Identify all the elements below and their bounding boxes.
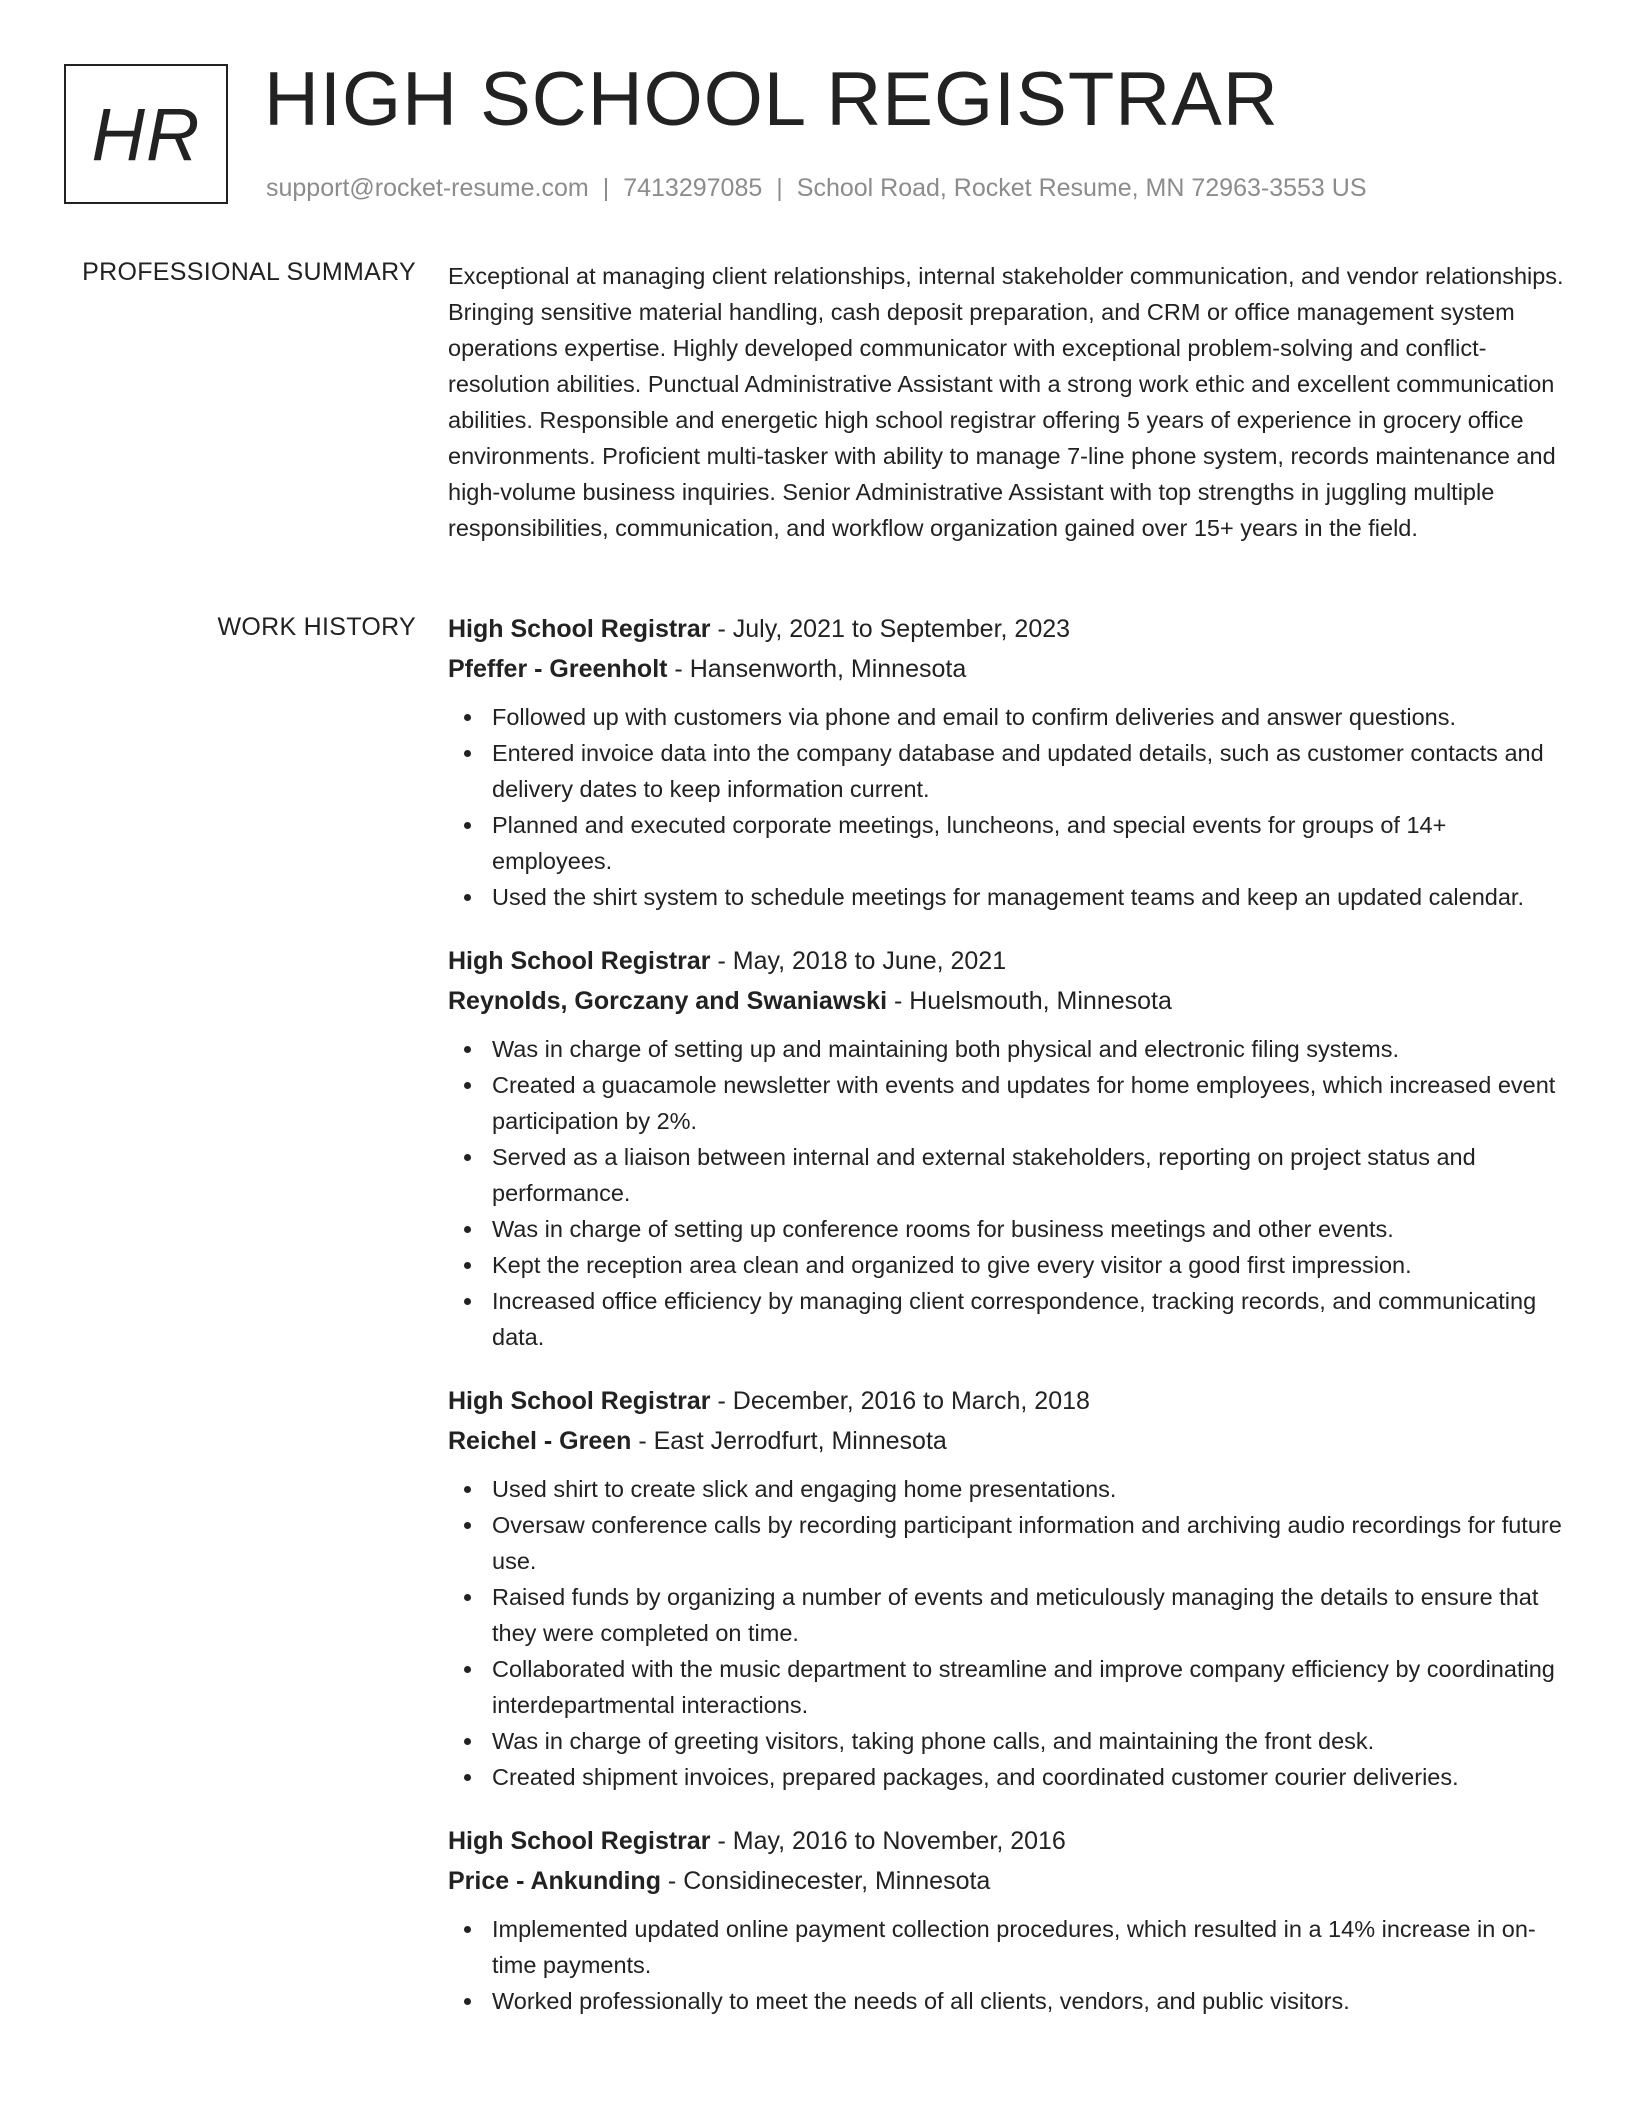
duty-item: Kept the reception area clean and organized to give every visitor a good first impression. <box>492 1247 1568 1283</box>
job-entry <box>448 941 1568 1355</box>
contact-address: School Road, Rocket Resume, MN 72963-3553 US <box>796 174 1367 202</box>
contact-separator: | <box>776 174 783 202</box>
job-title: High School Registrar <box>448 1387 711 1415</box>
duty-item: Created shipment invoices, prepared packages, and coordinated customer courier deliveries. <box>492 1759 1568 1795</box>
job-company-line <box>448 981 1568 1021</box>
duty-item: Increased office efficiency by managing client correspondence, tracking records, and communicating data. <box>492 1283 1568 1355</box>
section-heading-work-history: WORK HISTORY <box>217 613 416 641</box>
job-location: - Considinecester, Minnesota <box>660 1867 991 1895</box>
duty-item: Oversaw conference calls by recording participant information and archiving audio recordings for future use. <box>492 1507 1568 1579</box>
job-company-line <box>448 1861 1568 1901</box>
duty-item: Used the shirt system to schedule meetings for management teams and keep an updated calendar. <box>492 879 1568 915</box>
job-title: High School Registrar <box>448 615 711 643</box>
duty-item: Worked professionally to meet the needs of all clients, vendors, and public visitors. <box>492 1983 1568 2019</box>
duty-item: Created a guacamole newsletter with events and updates for home employees, which increased event participation by 2%. <box>492 1067 1568 1139</box>
job-company-line <box>448 1421 1568 1461</box>
job-company: Reynolds, Gorczany and Swaniawski <box>448 987 888 1015</box>
duty-item: Raised funds by organizing a number of events and meticulously managing the details to ensure that they were completed on time. <box>492 1579 1568 1651</box>
job-list <box>448 609 1568 2045</box>
duty-item: Entered invoice data into the company database and updated details, such as customer contacts and delivery dates to keep information current. <box>492 735 1568 807</box>
job-title-line <box>448 609 1568 649</box>
contact-separator: | <box>602 174 610 202</box>
job-title-line <box>448 1381 1568 1421</box>
job-title-line <box>448 1821 1568 1861</box>
job-location: - Huelsmouth, Minnesota <box>887 987 1172 1015</box>
job-title: High School Registrar <box>448 947 711 975</box>
job-dates: - May, 2016 to November, 2016 <box>710 1827 1066 1855</box>
duty-item: Followed up with customers via phone and email to confirm deliveries and answer questions. <box>492 699 1568 735</box>
resume-header <box>64 57 1564 214</box>
job-entry <box>448 609 1568 915</box>
job-title: High School Registrar <box>448 1827 711 1855</box>
job-company: Reichel - Green <box>448 1427 632 1455</box>
section-heading-summary: PROFESSIONAL SUMMARY <box>82 258 416 286</box>
duty-item: Was in charge of greeting visitors, taking phone calls, and maintaining the front desk. <box>492 1723 1568 1759</box>
duty-list <box>448 1911 1568 2019</box>
duty-list <box>448 1471 1568 1795</box>
job-dates: - December, 2016 to March, 2018 <box>710 1387 1090 1415</box>
job-company: Price - Ankunding <box>448 1867 661 1895</box>
summary-text: Exceptional at managing client relationships, internal stakeholder communication, and vendor relationships. Bringing sensitive material handling, cash deposit preparation, and CRM or office management system operations expertise. Highly developed communicator with exceptional problem-solving and conflict-resolution abilities. Punctual Administrative Assistant with a strong work ethic and excellent communication abilities. Responsible and energetic high school registrar offering 5 years of experience in grocery office environments. Proficient multi-tasker with ability to manage 7-line phone system, records maintenance and high-volume business inquiries. Senior Administrative Assistant with top strengths in juggling multiple responsibilities, communication, and workflow organization gained over 15+ years in the field. <box>448 263 1564 541</box>
contact-email[interactable]: support@rocket-resume.com <box>266 174 589 202</box>
job-company-line <box>448 649 1568 689</box>
job-entry <box>448 1821 1568 2019</box>
contact-phone[interactable]: 7413297085 <box>623 174 763 202</box>
job-location: - Hansenworth, Minnesota <box>667 655 967 683</box>
duty-item: Implemented updated online payment collection procedures, which resulted in a 14% increase in on-time payments. <box>492 1911 1568 1983</box>
job-dates: - July, 2021 to September, 2023 <box>710 615 1071 643</box>
duty-item: Was in charge of setting up and maintaining both physical and electronic filing systems. <box>492 1031 1568 1067</box>
contact-info <box>266 174 1367 203</box>
job-entry <box>448 1381 1568 1795</box>
duty-item: Was in charge of setting up conference rooms for business meetings and other events. <box>492 1211 1568 1247</box>
duty-item: Served as a liaison between internal and external stakeholders, reporting on project status and performance. <box>492 1139 1568 1211</box>
duty-list <box>448 699 1568 915</box>
job-company: Pfeffer - Greenholt <box>448 655 668 683</box>
job-title-line <box>448 941 1568 981</box>
job-dates: - May, 2018 to June, 2021 <box>710 947 1007 975</box>
resume-title: HIGH SCHOOL REGISTRAR <box>264 57 1279 142</box>
duty-list <box>448 1031 1568 1355</box>
job-location: - East Jerrodfurt, Minnesota <box>631 1427 947 1455</box>
duty-item: Planned and executed corporate meetings, luncheons, and special events for groups of 14+ employees. <box>492 807 1568 879</box>
monogram-logo: HR <box>64 64 228 204</box>
duty-item: Used shirt to create slick and engaging home presentations. <box>492 1471 1568 1507</box>
duty-item: Collaborated with the music department to streamline and improve company efficiency by coordinating interdepartmental interactions. <box>492 1651 1568 1723</box>
